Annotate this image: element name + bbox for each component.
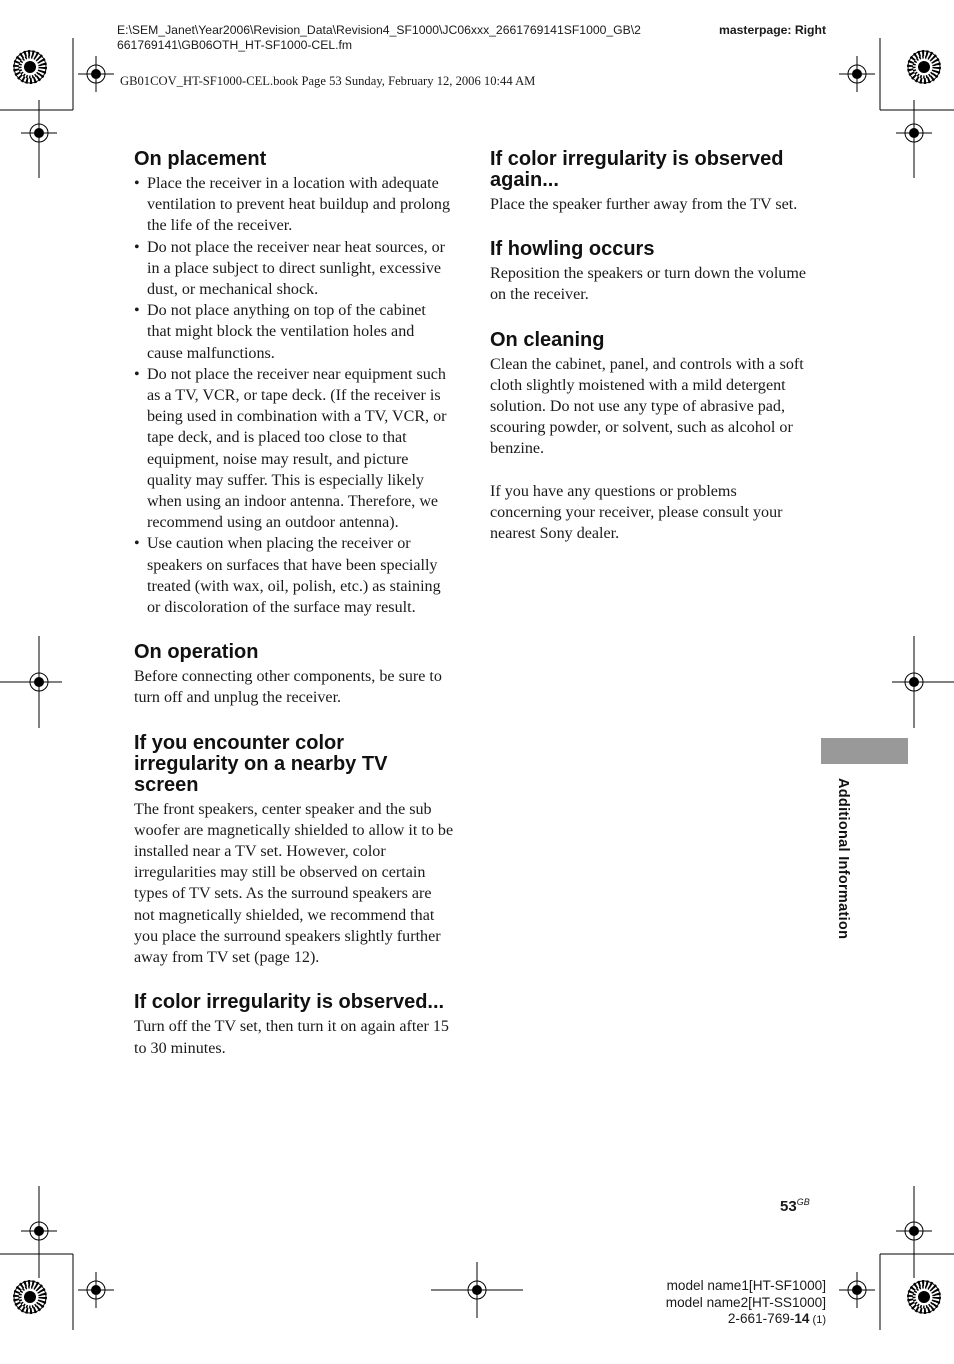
book-info-line: GB01COV_HT-SF1000-CEL.book Page 53 Sunday, February 12, 2006 10:44 AM xyxy=(120,74,536,88)
model-footer xyxy=(666,1278,826,1329)
list-item: • Do not place the receiver near heat sources, or in a place subject to direct sunlight, excessive dust, or mechanical shock. xyxy=(134,237,454,301)
file-path-line-1: E:\SEM_Janet\Year2006\Revision_Data\Revision4_SF1000\JC06xxx_2661769141SF1000_GB\2 xyxy=(117,23,641,37)
section-heading: If you encounter color irregularity on a nearby TV screen xyxy=(134,731,388,796)
section-heading: On cleaning xyxy=(490,328,605,351)
section-on-placement xyxy=(134,149,454,618)
registration-target-icon xyxy=(14,1281,46,1313)
section-body: Before connecting other components, be sure to turn off and unplug the receiver. xyxy=(134,668,442,707)
registration-target-icon xyxy=(908,51,940,83)
crosshair-mark-icon xyxy=(839,1272,875,1308)
page-number-suffix: GB xyxy=(796,1197,810,1207)
masterpage-label: masterpage: Right xyxy=(719,23,826,37)
section-body: The front speakers, center speaker and the sub woofer are magnetically shielded to allow it to be installed near a TV set. However, color irregularities may still be observed on certain types of TV sets. As the surround speakers are not magnetically shielded, we recommend that you place the surround speakers slightly further away from TV set (page 12). xyxy=(134,800,454,967)
list-item: • Place the receiver in a location with adequate ventilation to prevent heat buildup and prolong the life of the receiver. xyxy=(134,173,454,237)
section-body: Reposition the speakers or turn down the volume on the receiver. xyxy=(490,265,807,304)
section-on-operation xyxy=(134,642,454,708)
list-item: • Use caution when placing the receiver or speakers on surfaces that have been specially treated (with wax, oil, polish, etc.) as staining or discoloration of the surface may result. xyxy=(134,533,454,618)
crosshair-mark-icon xyxy=(78,1272,114,1308)
section-on-cleaning xyxy=(490,330,810,545)
section-color-observed-again xyxy=(490,149,810,215)
section-howling xyxy=(490,239,810,305)
part-code-prefix: 2-661-769- xyxy=(727,1311,795,1326)
file-path-header xyxy=(117,23,641,53)
file-path-line-2: 661769141\GB06OTH_HT-SF1000-CEL.fm xyxy=(117,38,353,52)
crosshair-mark-icon xyxy=(78,56,114,92)
crosshair-mark-icon xyxy=(839,56,875,92)
section-body: Turn off the TV set, then turn it on again after 15 to 30 minutes. xyxy=(134,1018,449,1057)
registration-target-icon xyxy=(14,51,46,83)
section-heading: If howling occurs xyxy=(490,238,655,261)
section-tab-marker xyxy=(821,738,908,764)
bullet-list xyxy=(134,173,454,618)
page-number-value: 53 xyxy=(780,1198,797,1215)
side-tab-label: Additional Information xyxy=(835,778,851,940)
section-body: Place the speaker further away from the TV set. xyxy=(490,196,798,213)
model-name-2: model name2[HT-SS1000] xyxy=(665,1294,826,1310)
section-heading: On operation xyxy=(134,641,259,664)
list-item: • Do not place anything on top of the cabinet that might block the ventilation holes and cause malfunctions. xyxy=(134,300,454,364)
page-number xyxy=(780,1197,810,1215)
section-color-irregularity xyxy=(134,733,454,969)
section-heading: If color irregularity is observed... xyxy=(134,991,445,1014)
section-body: If you have any questions or problems concerning your receiver, please consult your nearest Sony dealer. xyxy=(490,482,783,543)
registration-target-icon xyxy=(908,1281,940,1313)
paragraph-gap xyxy=(490,460,810,481)
left-column xyxy=(134,149,454,1083)
part-code-bold: 14 xyxy=(794,1311,810,1326)
part-code xyxy=(666,1311,826,1329)
part-code-suffix: (1) xyxy=(809,1314,826,1326)
section-body: Clean the cabinet, panel, and controls with a soft cloth slightly moistened with a mild detergent solution. Do not use any type of abrasive pad, scouring powder, or solvent, such as alcohol or benzine. xyxy=(490,355,804,458)
section-heading: If color irregularity is observed again... xyxy=(490,148,784,191)
section-heading: On placement xyxy=(134,148,267,170)
model-name-1: model name1[HT-SF1000] xyxy=(666,1278,826,1293)
section-color-observed xyxy=(134,992,454,1058)
list-item: • Do not place the receiver near equipment such as a TV, VCR, or tape deck. (If the receiver is being used in combination with a TV, VCR, or tape deck, and is placed too close to that equipment, noise may result, and picture quality may suffer. This is especially likely when using an indoor antenna. Therefore, we recommend using an outdoor antenna). xyxy=(134,364,454,534)
right-column xyxy=(490,149,810,568)
